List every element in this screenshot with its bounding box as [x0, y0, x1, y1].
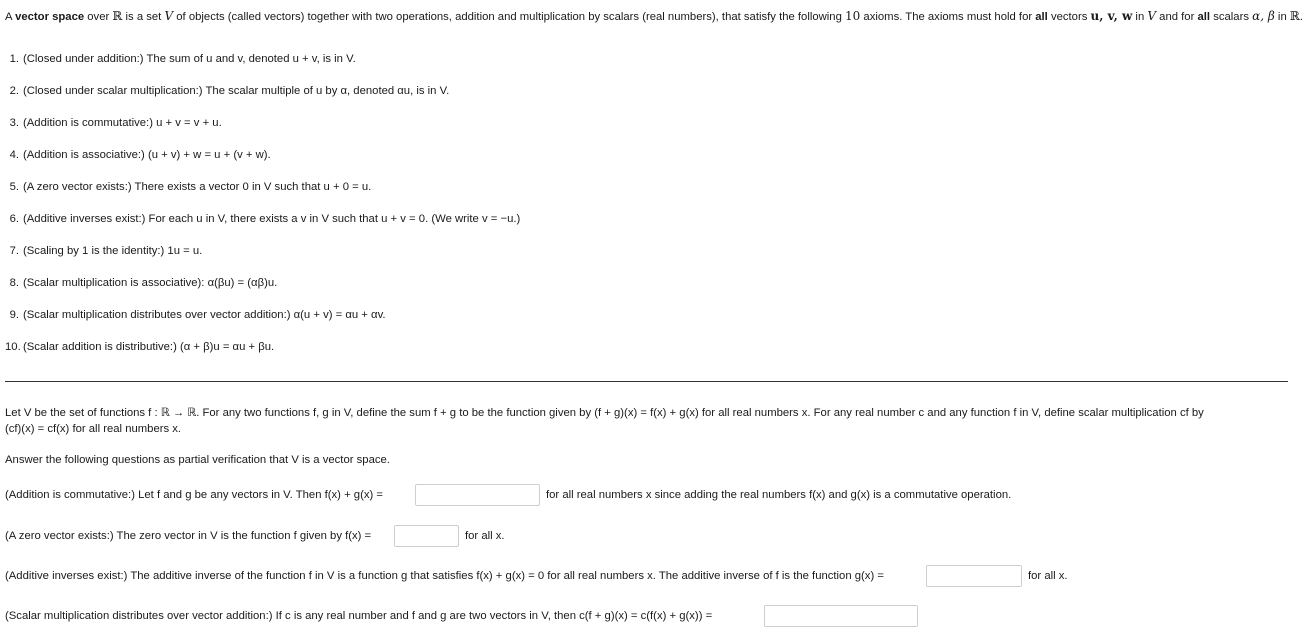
- setup-line-2: (cf)(x) = cf(x) for all real numbers x.: [5, 423, 182, 435]
- setup-line-1: Let V be the set of functions f : ℝ → ℝ. For any two functions f, g in V, define the sum f + g to be the function given by (f + g)(x) = f(x) + g(x) for all real numbers x. For any real number c and any function f in V, define scalar multiplication cf by: [5, 407, 1204, 419]
- question-1-suffix: for all real numbers x since adding the real numbers f(x) and g(x) is a commutative operation.: [546, 489, 1012, 501]
- section-divider: [5, 381, 1288, 382]
- axiom-item: 3. (Addition is commutative:) u + v = v + u.: [9, 117, 222, 129]
- axiom-item: 8. (Scalar multiplication is associative): α(βu) = (αβ)u.: [9, 277, 278, 289]
- answer-3-input[interactable]: [926, 565, 1022, 587]
- question-3-suffix: for all x.: [1028, 570, 1068, 582]
- axiom-item: 10. (Scalar addition is distributive:) (α + β)u = αu + βu.: [5, 341, 275, 353]
- intro-paragraph: A vector space over ℝ is a set V of objects (called vectors) together with two operations, addition and multiplication by scalars (real numbers), that satisfy the following 10 axioms. The axioms must hold for all vectors u, v, w in V and for all scalars α, β in ℝ.: [5, 9, 1303, 23]
- answer-4-input[interactable]: [764, 605, 918, 627]
- axiom-item: 4. (Addition is associative:) (u + v) + w = u + (v + w).: [9, 149, 271, 161]
- answer-2-input[interactable]: [394, 525, 459, 547]
- axiom-item: 2. (Closed under scalar multiplication:) The scalar multiple of u by α, denoted αu, is in V.: [9, 85, 450, 97]
- axiom-item: 1. (Closed under addition:) The sum of u and v, denoted u + v, is in V.: [9, 53, 356, 65]
- instruction-text: Answer the following questions as partial verification that V is a vector space.: [5, 454, 390, 466]
- question-1-text: (Addition is commutative:) Let f and g be any vectors in V. Then f(x) + g(x) =: [5, 489, 383, 501]
- answer-1-input[interactable]: [415, 484, 540, 506]
- axiom-item: 7. (Scaling by 1 is the identity:) 1u = u.: [9, 245, 203, 257]
- question-2-text: (A zero vector exists:) The zero vector in V is the function f given by f(x) =: [5, 530, 372, 542]
- axiom-item: 6. (Additive inverses exist:) For each u in V, there exists a v in V such that u + v = 0. (We write v = −u.): [9, 213, 521, 225]
- setup-paragraph: [5, 405, 1285, 437]
- axiom-item: 9. (Scalar multiplication distributes over vector addition:) α(u + v) = αu + αv.: [9, 309, 386, 321]
- question-2-suffix: for all x.: [465, 530, 505, 542]
- question-4-text: (Scalar multiplication distributes over vector addition:) If c is any real number and f and g are two vectors in V, then c(f + g)(x) = c(f(x) + g(x)) =: [5, 610, 713, 622]
- axiom-item: 5. (A zero vector exists:) There exists a vector 0 in V such that u + 0 = u.: [9, 181, 372, 193]
- vector-space-term: vector space: [15, 11, 85, 23]
- question-3-text: (Additive inverses exist:) The additive inverse of the function f in V is a function g that satisfies f(x) + g(x) = 0 for all real numbers x. The additive inverse of f is the function g(x) =: [5, 570, 884, 582]
